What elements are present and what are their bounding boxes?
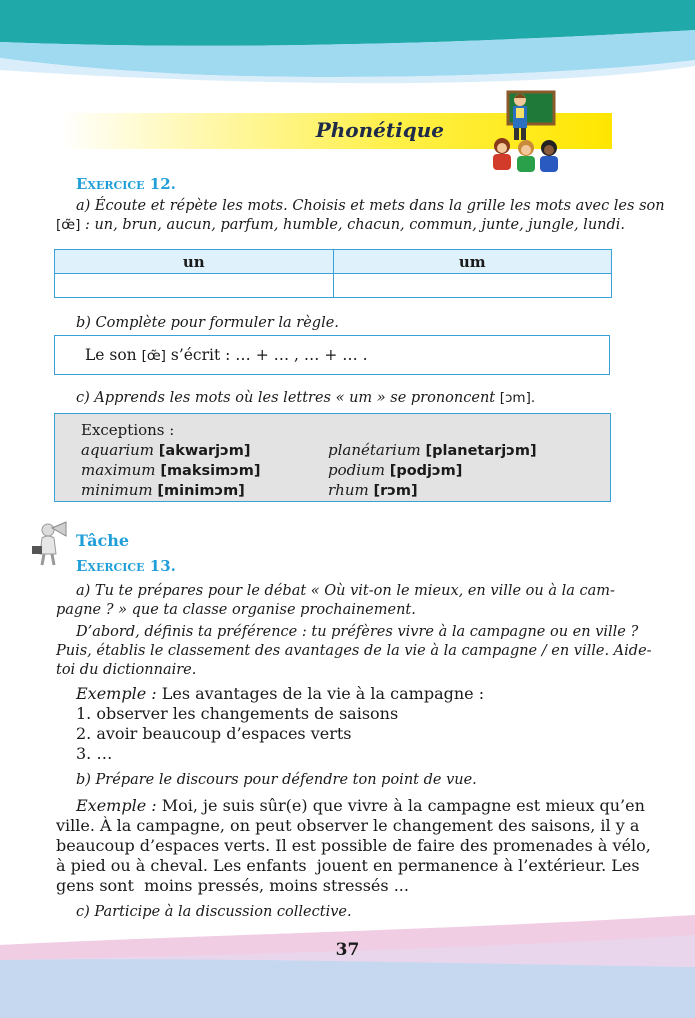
- exercise-13-p2-line3: toi du dictionnaire.: [56, 662, 197, 678]
- exercise-13-p2-line2: Puis, établis le classement des avantages de la vie à la campagne / en ville. Aide-: [56, 643, 652, 659]
- grid-header-un: un: [55, 250, 334, 274]
- grid-cell-un[interactable]: [55, 274, 334, 298]
- exception-word: podium: [328, 461, 385, 479]
- exercise-13-c-instruction: c) Participe à la discussion collective.: [76, 904, 352, 920]
- exception-item: [328, 461, 462, 479]
- rule-box: [54, 335, 610, 375]
- exercise-13-a-line1: a) Tu te prépares pour le débat « Où vit-on le mieux, en ville ou à la cam-: [76, 583, 615, 599]
- exercise-13-heading: Exercice 13.: [76, 557, 176, 575]
- top-decorative-band: [0, 0, 695, 90]
- example2-line2: ville. À la campagne, on peut observer le changement des saisons, il y a: [56, 816, 640, 835]
- example1-text: Les avantages de la vie à la campagne :: [156, 684, 485, 703]
- exercise-12-c-instruction: [76, 389, 535, 408]
- exercise-12-heading: Exercice 12.: [76, 175, 176, 193]
- example1: [76, 683, 484, 704]
- example1-label: Exemple :: [76, 684, 157, 703]
- exception-word: planétarium: [328, 441, 421, 459]
- exception-ipa: [podjɔm]: [389, 463, 463, 479]
- grid-answer-row: [55, 274, 612, 298]
- list-item: 1. observer les changements de saisons: [76, 704, 399, 723]
- exception-item: [81, 461, 261, 479]
- speaker-megaphone-icon: [26, 520, 72, 566]
- rule-text: [85, 346, 368, 364]
- c-ipa: [ɔm].: [499, 390, 536, 406]
- example2-label: Exemple :: [76, 796, 157, 815]
- page-number: 37: [335, 940, 360, 960]
- exception-item: [81, 441, 250, 459]
- exercise-12-b-instruction: b) Complète pour formuler la règle.: [76, 315, 339, 331]
- section-title: Phonétique: [315, 118, 444, 142]
- un-um-grid: [54, 249, 612, 298]
- exception-ipa: [maksimɔm]: [160, 463, 261, 479]
- list-item: 3. …: [76, 744, 113, 763]
- exception-word: aquarium: [81, 441, 155, 459]
- teacher-students-illustration: [490, 86, 560, 174]
- exception-word: maximum: [81, 461, 156, 479]
- exception-item: [328, 441, 537, 459]
- grid-header-row: [55, 250, 612, 274]
- exception-ipa: [minimɔm]: [157, 483, 245, 499]
- rule-pre: Le son: [85, 346, 142, 364]
- example2-text: Moi, je suis sûr(e) que vivre à la campagne est mieux qu’en: [156, 796, 645, 815]
- rule-post: s’écrit : … + … , … + … .: [165, 346, 368, 364]
- example2-line4: à pied ou à cheval. Les enfants jouent en permanence à l’extérieur. Les: [56, 856, 640, 875]
- exception-ipa: [akwarjɔm]: [158, 443, 251, 459]
- exception-ipa: [planetarjɔm]: [425, 443, 537, 459]
- c-instruction-text: c) Apprends les mots où les lettres « um » se prononcent: [76, 390, 496, 406]
- exercise-13-a-line2: pagne ? » que ta classe organise prochainement.: [56, 602, 416, 618]
- exception-ipa: [rɔm]: [373, 483, 418, 499]
- example2-line3: beaucoup d’espaces verts. Il est possible de faire des promenades à vélo,: [56, 836, 651, 855]
- example2-line5: gens sont moins pressés, moins stressés ...: [56, 876, 409, 895]
- rule-ipa: [œ̃]: [141, 348, 166, 364]
- exception-item: [328, 481, 418, 499]
- exceptions-box: [54, 413, 611, 502]
- example2-line1: [76, 795, 645, 816]
- exception-word: rhum: [328, 481, 369, 499]
- task-title: Tâche: [76, 531, 130, 550]
- exercise-13-p2-line1: D’abord, définis ta préférence : tu préfères vivre à la campagne ou en ville ?: [76, 624, 639, 640]
- exceptions-label: Exceptions :: [81, 421, 175, 439]
- list-item: 2. avoir beaucoup d’espaces verts: [76, 724, 352, 743]
- word-list: : un, brun, aucun, parfum, humble, chacun, commun, junte, jungle, lundi.: [80, 217, 626, 233]
- grid-header-um: um: [333, 250, 612, 274]
- exception-word: minimum: [81, 481, 153, 499]
- ipa-oe-nasal: [œ̃]: [56, 217, 81, 233]
- exercise-12-a-line1: a) Écoute et répète les mots. Choisis et mets dans la grille les mots avec les son: [76, 198, 665, 214]
- exercise-13-b-instruction: b) Prépare le discours pour défendre ton point de vue.: [76, 772, 477, 788]
- exception-item: [81, 481, 245, 499]
- exercise-12-a-line2: [56, 216, 625, 235]
- grid-cell-um[interactable]: [333, 274, 612, 298]
